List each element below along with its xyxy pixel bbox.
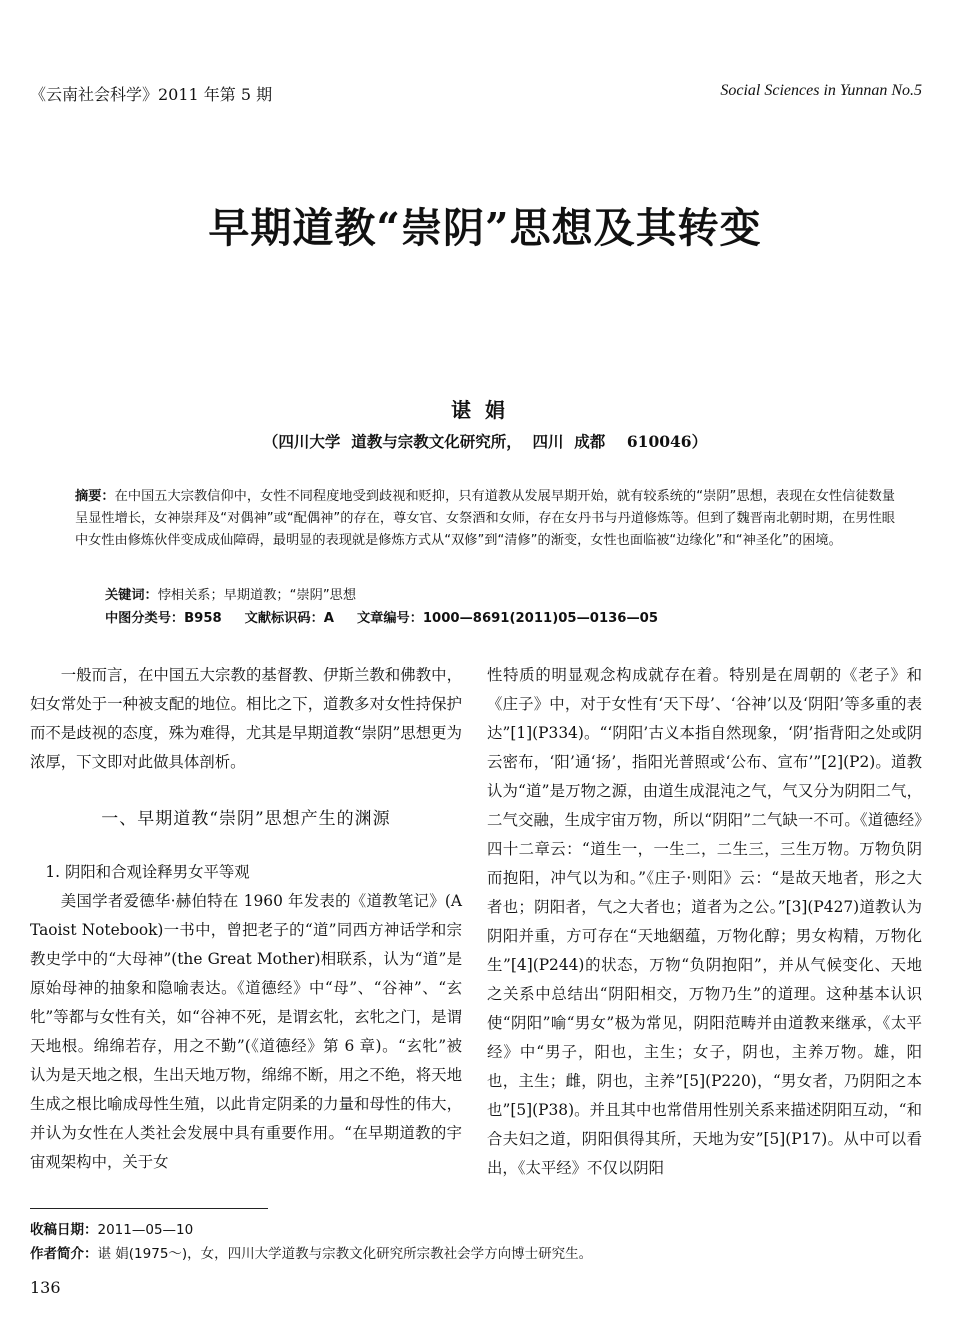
author-name: 谌娟 — [451, 398, 519, 422]
abstract-label: 摘要： — [75, 489, 115, 504]
body-column-right — [487, 661, 922, 1183]
classification-line: 中图分类号：B958 文献标识码：A 文章编号：1000—8691(2011)05—0136—05 — [105, 611, 659, 626]
keywords-label: 关键词： — [105, 588, 158, 603]
author-affiliation: （四川大学 道教与宗教文化研究所， 四川 成都 610046） — [262, 432, 708, 451]
body-paragraph: 美国学者爱德华·赫伯特在 1960 年发表的《道教笔记》(A Taoist Notebook)一书中，曾把老子的“道”同西方神话学和宗教史学中的“大母神”(the Great Mother)相联系，认为“道”是原始母神的抽象和隐喻表达。《道德经》中“母”、“谷神”、“玄牝”等都与女性有关，如“谷神不死，是谓玄牝，玄牝之门，是谓天地根。绵绵若存，用之不勤”(《道德经》第 6 章)。“玄牝”被认为是天地之根，生出天地万物，绵绵不断，用之不绝，将天地生成之根比喻成母性生殖，以此肯定阴柔的力量和母性的伟大，并认为女性在人类社会发展中具有重要作用。“在早期道教的宇宙观架构中，关于女 — [30, 892, 462, 1171]
footnote-received — [30, 1218, 193, 1238]
body-paragraph: 一般而言，在中国五大宗教的基督教、伊斯兰教和佛教中，妇女常处于一种被支配的地位。相比之下，道教多对女性持保护而不是歧视的态度，殊为难得，尤其是早期道教“崇阴”思想更为浓厚，下文即对此做具体剖析。 — [30, 666, 462, 771]
journal-name-en: Social Sciences in Yunnan No.5 — [720, 82, 922, 99]
keywords-text: 悖相关系；早期道教；“崇阴”思想 — [157, 588, 357, 603]
body-column-left — [30, 661, 462, 1177]
footnote-author-bio — [30, 1242, 592, 1262]
body-paragraph: 性特质的明显观念构成就存在着。特别是在周朝的《老子》和《庄子》中，对于女性有‘天下母’、‘谷神’以及‘阴阳’等多重的表达”[1](P334)。“‘阴阳’古义本指自然现象，‘阴’指背阳之处或阴云密布，‘阳’通‘扬’，指阳光普照或‘公布、宣布’”[2](P2)。道教认为“道”是万物之源，由道生成混沌之气，气又分为阴阳二气，二气交融，生成宇宙万物，所以“阴阳”二气缺一不可。《道德经》四十二章云：“道生一，一生二，二生三，三生万物。万物负阴而抱阳，冲气以为和。”《庄子·则阳》云：“是故天地者，形之大者也；阴阳者，气之大者也；道者为之公。”[3](P427)道教认为阴阳并重，方可存在“天地絪蕴，万物化醇；男女构精，万物化生”[4](P244)的状态，万物“负阴抱阳”，并从气候变化、天地之关系中总结出“阴阳相交，万物乃生”的道理。这种基本认识使“阴阳”喻“男女”极为常见，阴阳范畴并由道教来继承，《太平经》中“男子，阳也，主生；女子，阴也，主养万物。雄，阳也，主生；雌，阴也，主养”[5](P220)，“男女者，乃阴阳之本也”[5](P38)。并且其中也常借用性别关系来描述阴阳互动，“和合夫妇之道，阴阳俱得其所，天地为安”[5](P17)。从中可以看出，《太平经》不仅以阴阳 — [487, 666, 922, 1177]
author-bio-label: 作者简介： — [30, 1246, 98, 1262]
author-bio-text: 谌 娟(1975～)，女，四川大学道教与宗教文化研究所宗教社会学方向博士研究生。 — [97, 1246, 593, 1262]
abstract-text: 在中国五大宗教信仰中，女性不同程度地受到歧视和贬抑，只有道教从发展早期开始，就有较系统的“崇阴”思想，表现在女性信徒数量呈显性增长，女神崇拜及“对偶神”或“配偶神”的存在，尊女官、女祭酒和女师，存在女丹书与丹道修炼等。但到了魏晋南北朝时期，在男性眼中女性由修炼伙伴变成成仙障碍，最明显的表现就是修炼方式从“双修”到“清修”的渐变，女性也面临被“边缘化”和“神圣化”的困境。 — [75, 489, 895, 548]
subsection-heading: 1. 阴阳和合观诠释男女平等观 — [45, 863, 250, 881]
article-title: 早期道教“崇阴”思想及其转变 — [208, 204, 762, 252]
page-number: 136 — [30, 1278, 61, 1297]
footnote-divider — [30, 1208, 268, 1209]
received-date: 2011—05—10 — [97, 1222, 194, 1238]
keywords — [105, 584, 356, 603]
section-heading: 一、早期道教“崇阴”思想产生的渊源 — [101, 809, 391, 829]
journal-name-cn: 《云南社会科学》2011 年第 5 期 — [30, 85, 273, 104]
abstract — [75, 486, 895, 552]
received-label: 收稿日期： — [30, 1222, 98, 1238]
